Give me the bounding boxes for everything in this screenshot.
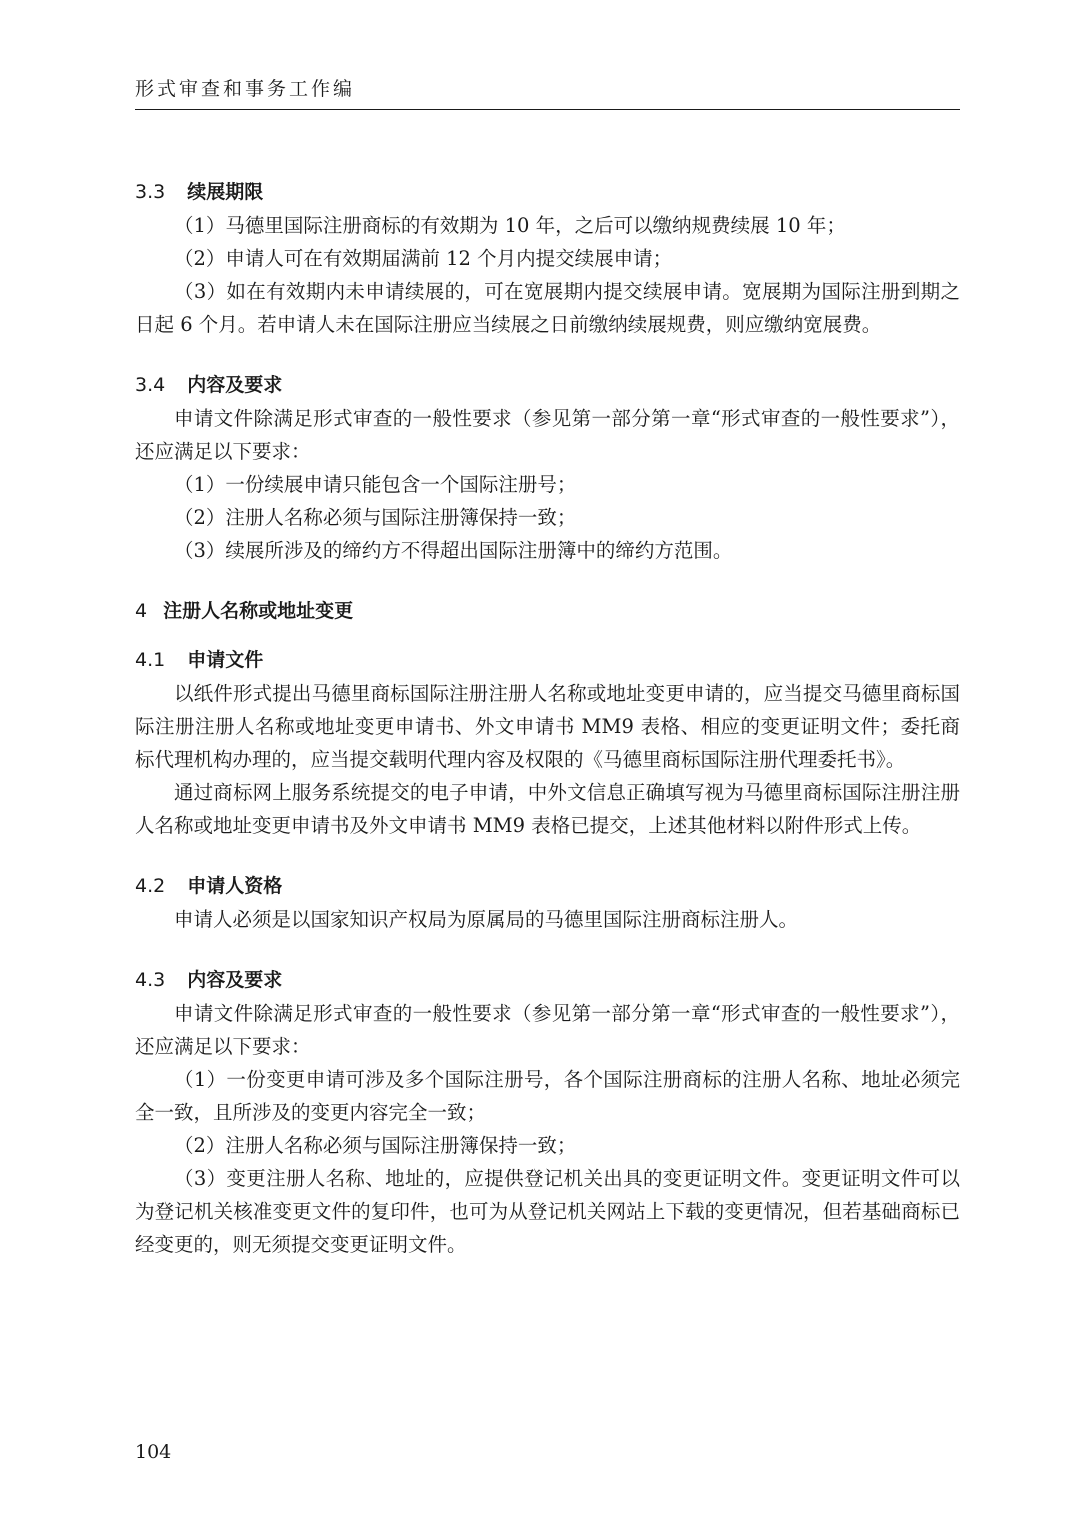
- section-title: 注册人名称或地址变更: [163, 600, 354, 622]
- paragraph: （2）申请人可在有效期届满前 12 个月内提交续展申请；: [174, 247, 673, 270]
- section-heading-4-3: [135, 964, 960, 997]
- section-number: 4.3: [135, 969, 166, 991]
- paragraph: （2）注册人名称必须与国际注册簿保持一致；: [174, 506, 577, 529]
- running-header: 形式审查和事务工作编: [135, 74, 960, 110]
- section-title: 申请人资格: [187, 875, 283, 897]
- paragraph: （1）一份续展申请只能包含一个国际注册号；: [174, 473, 577, 496]
- paragraph: 申请文件除满足形式审查的一般性要求（参见第一部分第一章“形式审查的一般性要求”），还应满足以下要求：: [135, 1002, 960, 1058]
- paragraph: （2）注册人名称必须与国际注册簿保持一致；: [174, 1134, 577, 1157]
- page-number: 104: [135, 1441, 172, 1463]
- section-number: 4.1: [135, 649, 166, 671]
- section-title: 内容及要求: [187, 374, 283, 396]
- section-heading-3-3: [135, 176, 960, 209]
- paragraph: （1）一份变更申请可涉及多个国际注册号，各个国际注册商标的注册人名称、地址必须完全一致，且所涉及的变更内容完全一致；: [135, 1068, 960, 1124]
- section-heading-4-2: [135, 870, 960, 903]
- page-body: [135, 176, 960, 1261]
- section-number: 3.3: [135, 181, 166, 203]
- paragraph: （3）如在有效期内未申请续展的，可在宽展期内提交续展申请。宽展期为国际注册到期之日起 6 个月。若申请人未在国际注册应当续展之日前缴纳续展规费，则应缴纳宽展费。: [135, 280, 960, 336]
- chapter-heading-4: [135, 595, 960, 628]
- paragraph: （3）变更注册人名称、地址的，应提供登记机关出具的变更证明文件。变更证明文件可以为登记机关核准变更文件的复印件，也可为从登记机关网站上下载的变更情况，但若基础商标已经变更的，则无须提交变更证明文件。: [135, 1167, 960, 1256]
- paragraph: 以纸件形式提出马德里商标国际注册注册人名称或地址变更申请的，应当提交马德里商标国际注册注册人名称或地址变更申请书、外文申请书 MM9 表格、相应的变更证明文件；委托商标代理机构办理的，应当提交载明代理内容及权限的《马德里商标国际注册代理委托书》。: [135, 682, 960, 771]
- paragraph: （3）续展所涉及的缔约方不得超出国际注册簿中的缔约方范围。: [174, 539, 733, 562]
- paragraph: （1）马德里国际注册商标的有效期为 10 年，之后可以缴纳规费续展 10 年；: [174, 214, 846, 237]
- paragraph: 通过商标网上服务系统提交的电子申请，中外文信息正确填写视为马德里商标国际注册注册人名称或地址变更申请书及外文申请书 MM9 表格已提交，上述其他材料以附件形式上传。: [135, 781, 960, 837]
- section-heading-4-1: [135, 644, 960, 677]
- section-heading-3-4: [135, 369, 960, 402]
- section-title: 内容及要求: [187, 969, 283, 991]
- section-number: 4.2: [135, 875, 166, 897]
- section-number: 3.4: [135, 374, 166, 396]
- section-number: 4: [135, 600, 148, 622]
- paragraph: 申请人必须是以国家知识产权局为原属局的马德里国际注册商标注册人。: [174, 908, 799, 931]
- section-title: 续展期限: [187, 181, 264, 203]
- section-title: 申请文件: [187, 649, 264, 671]
- paragraph: 申请文件除满足形式审查的一般性要求（参见第一部分第一章“形式审查的一般性要求”），还应满足以下要求：: [135, 407, 960, 463]
